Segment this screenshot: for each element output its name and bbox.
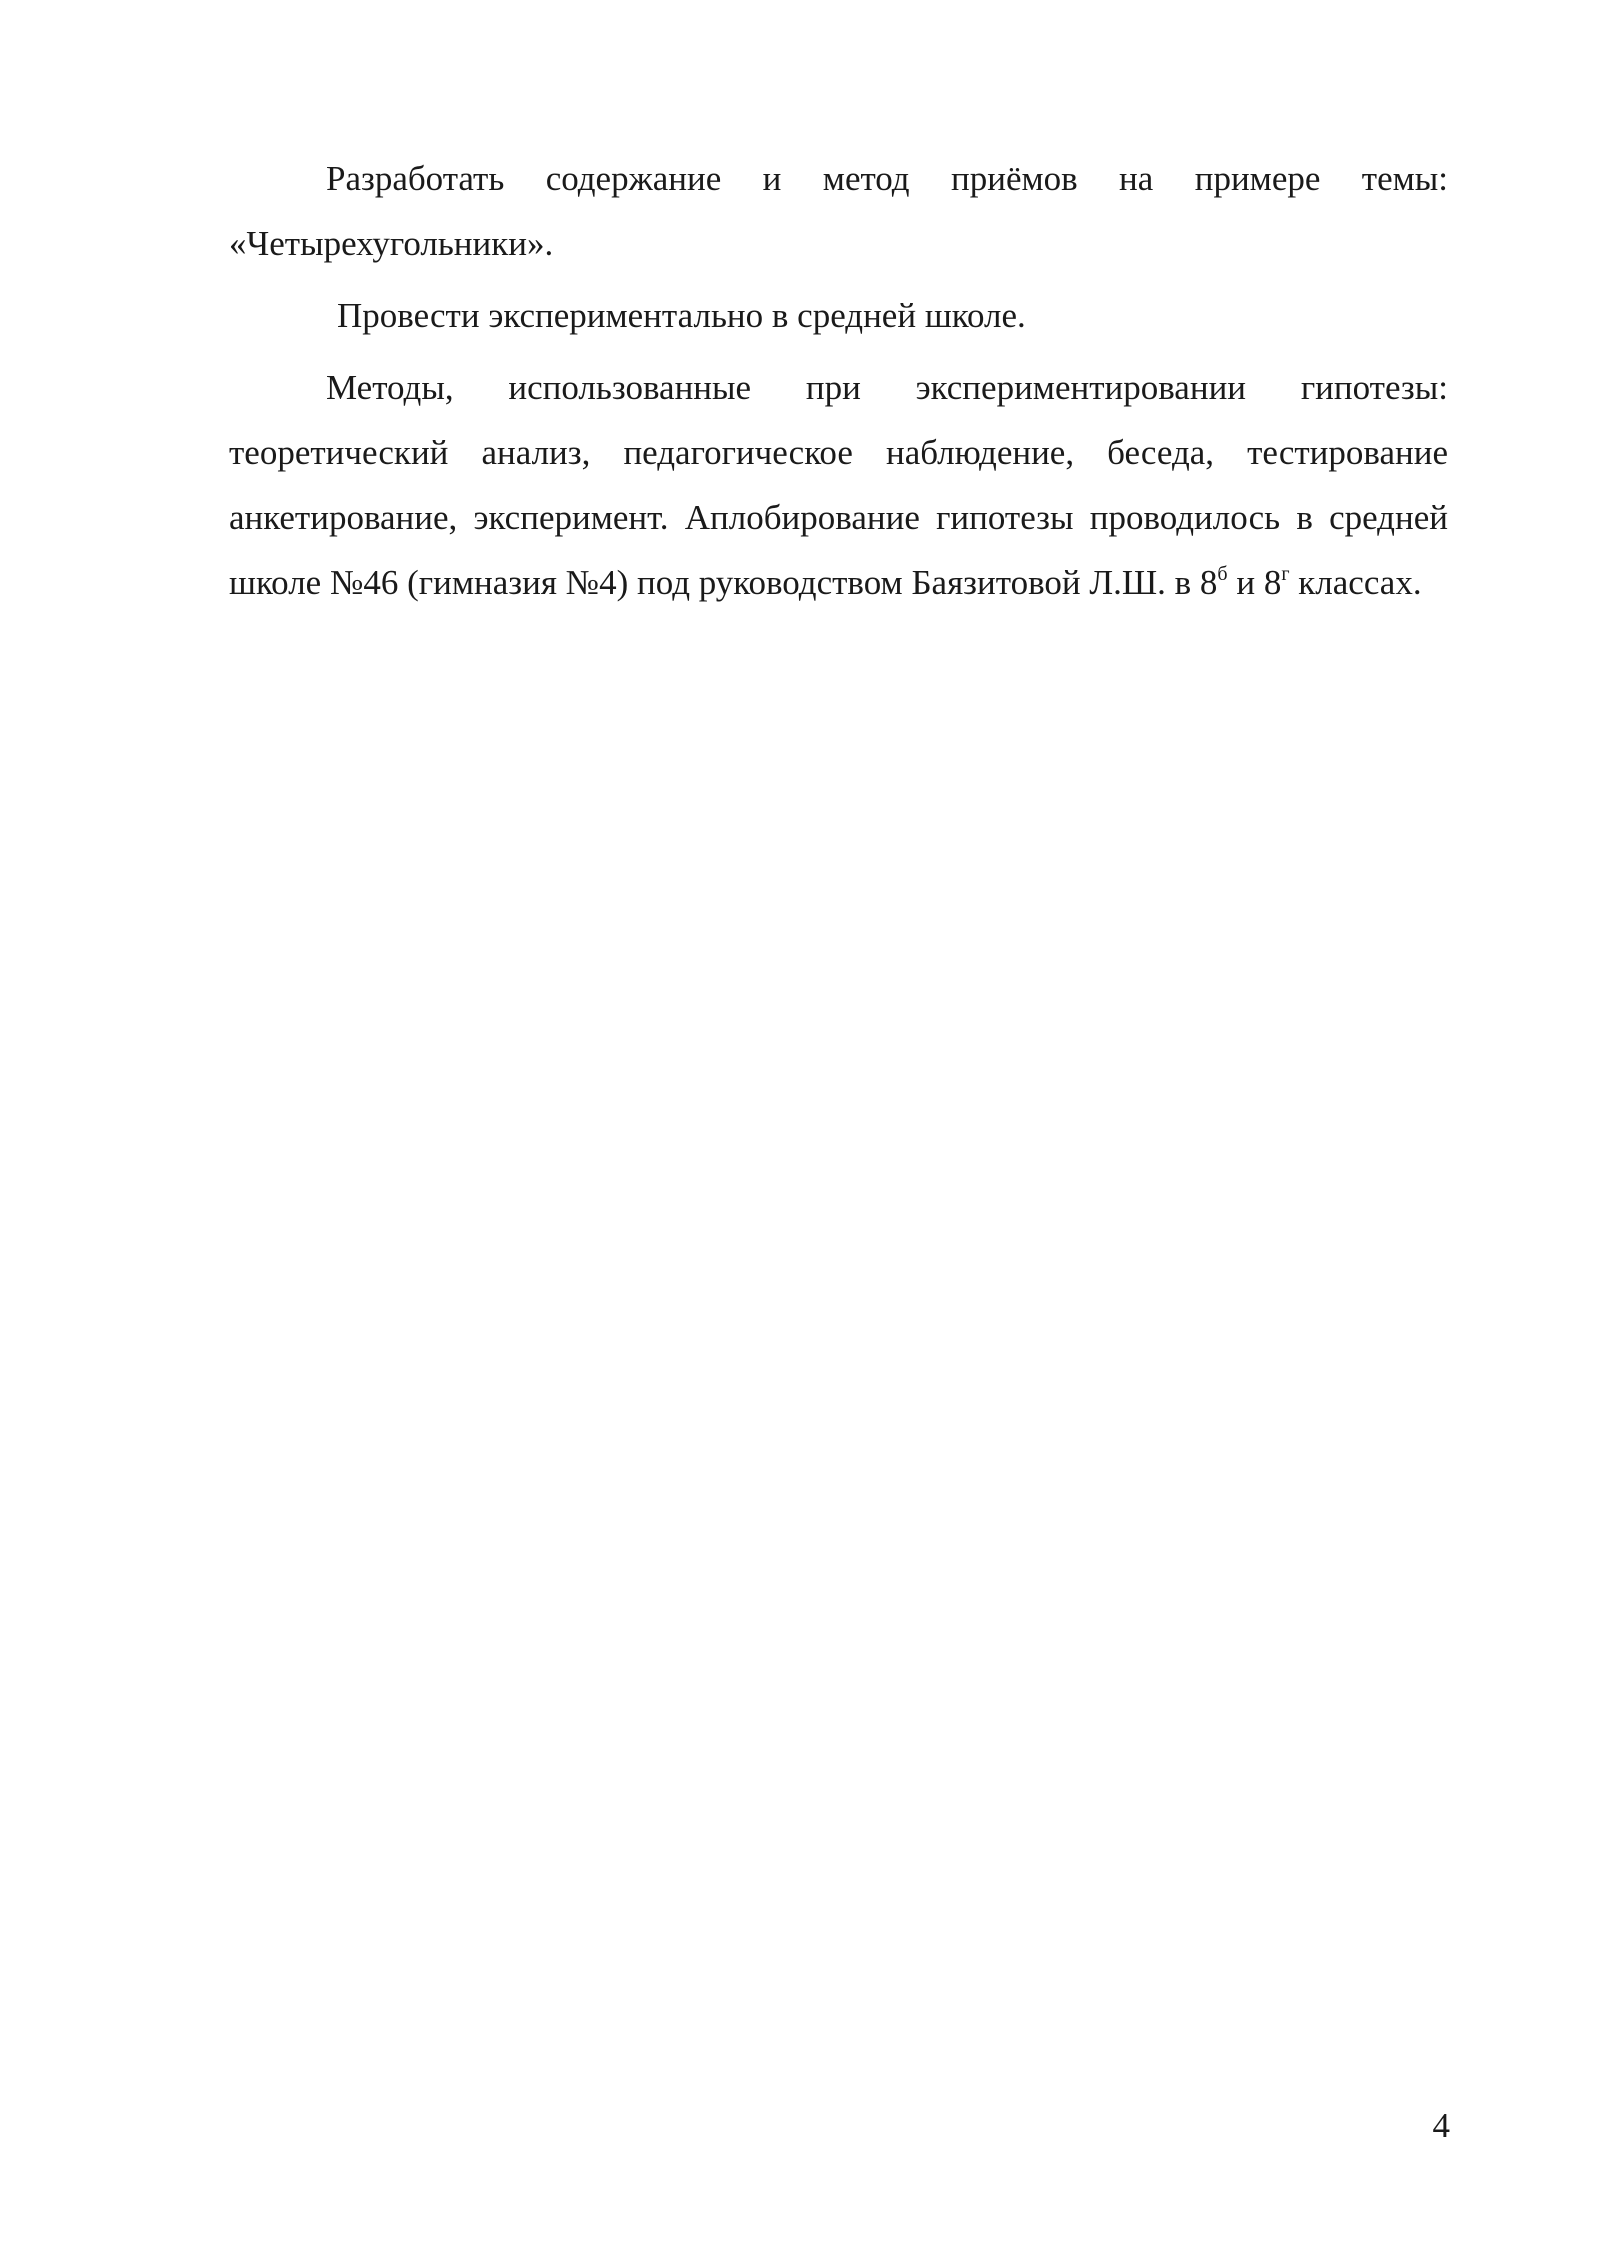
page-number: 4 [1432,2106,1450,2145]
and-class-text: и 8 [1227,563,1282,602]
methods-text: Методы, использованные при экспериментировании гипотезы: теоретический анализ, педагогическое наблюдение, беседа, тестирование анкетирование, эксперимент. Аплобирование гипотезы проводилось в средней школе №46 (гимназия №4) под руководством Баязитовой Л.Ш. в 8 [229,368,1448,602]
document-body [229,146,1448,622]
methods-end-text: классах. [1289,563,1422,602]
class-g-superscript: г [1281,563,1290,585]
paragraph-methods [229,355,1448,615]
paragraph-task: Разработать содержание и метод приёмов на примере темы: «Четырехугольники». [229,159,1448,263]
paragraph-experiment: Провести экспериментально в средней школе. [337,296,1026,335]
class-b-superscript: б [1217,563,1228,585]
